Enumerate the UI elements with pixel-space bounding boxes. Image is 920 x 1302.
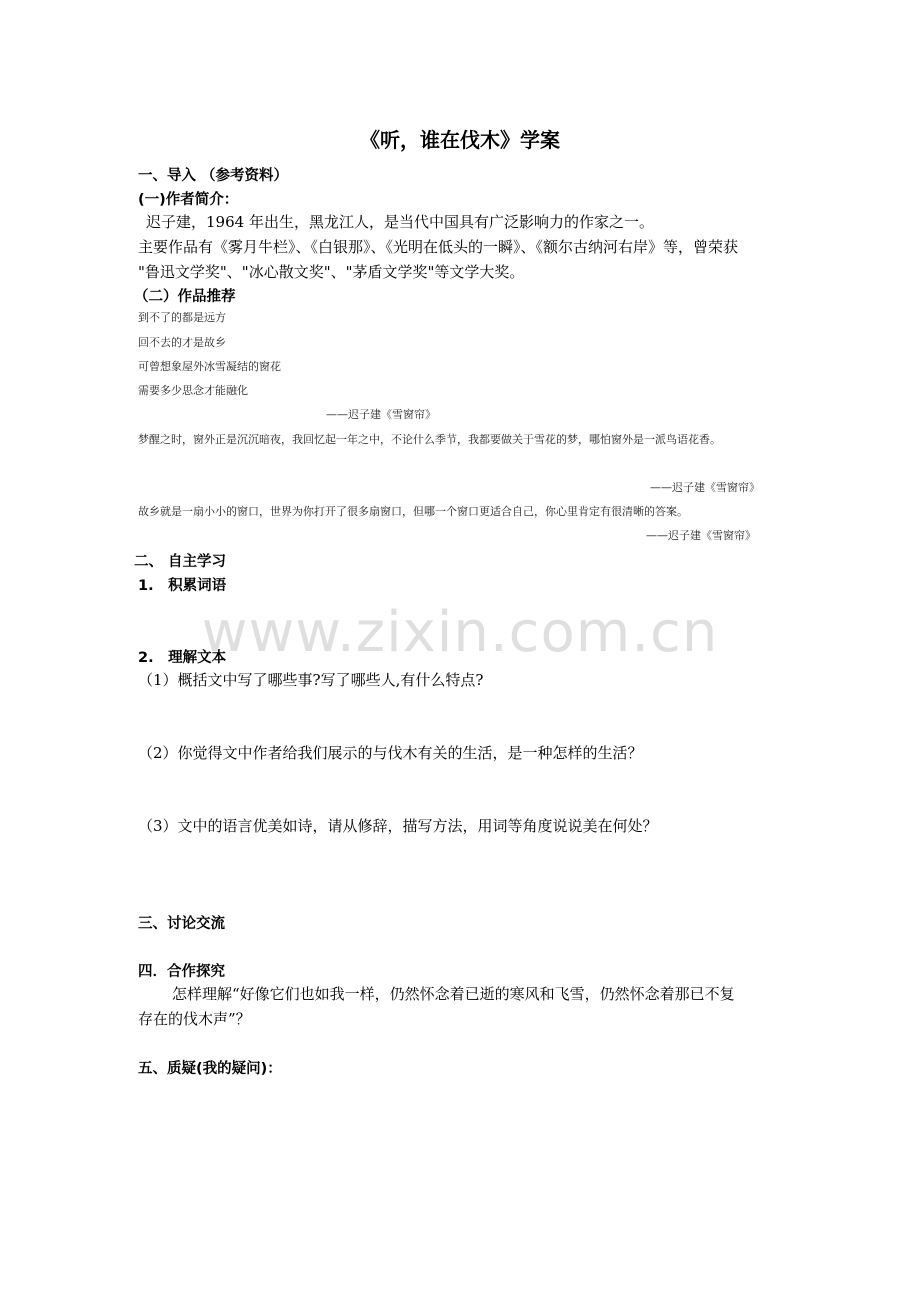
section-4-line-1: 怎样理解“好像它们也如我一样，仍然怀念着已逝的寒风和飞雪，仍然怀念着那已不复 [172,985,735,1003]
quote-1: 梦醒之时，窗外正是沉沉暗夜，我回忆起一年之中，不论什么季节，我都要做关于雪花的梦，哪怕窗外是一派鸟语花香。 [138,433,721,446]
item-accumulate-words: 1. 积累词语 [138,578,227,594]
poem-line: 回不去的才是故乡 [138,336,226,349]
author-bio-line-1: 迟子建，1964 年出生，黑龙江人，是当代中国具有广泛影响力的作家之一。 [146,213,654,231]
quote-1-source: ——迟子建《雪窗帘》 [650,481,760,494]
section-4-heading: 四．合作探究 [138,964,225,980]
section-1-heading: 一、导入 （参考资料） [138,168,289,184]
section-3-heading: 三、讨论交流 [138,916,225,932]
author-bio-line-3: "鲁迅文学奖"、"冰心散文奖"、"茅盾文学奖"等文学大奖。 [138,263,525,281]
watermark: www.zixin.com.cn [201,600,719,665]
question-3: （3）文中的语言优美如诗，请从修辞，描写方法，用词等角度说说美在何处？ [138,817,658,835]
author-intro-heading: (一)作者简介： [138,192,239,208]
section-5-heading: 五、质疑(我的疑问)： [138,1061,282,1077]
question-2: （2）你觉得文中作者给我们展示的与伐木有关的生活，是一种怎样的生活？ [138,744,643,762]
question-1: （1）概括文中写了哪些事?写了哪些人,有什么特点? [138,671,484,689]
works-recommend-heading: （二）作品推荐 [134,289,236,305]
quote-2-source: ——迟子建《雪窗帘》 [646,529,756,542]
item-understand-text: 2. 理解文本 [138,650,227,666]
author-bio-line-2: 主要作品有《雾月牛栏》、《白银那》、《光明在低头的一瞬》、《额尔古纳河右岸》等，曾荣获 [138,238,739,256]
poem-line: 到不了的都是远方 [138,311,226,324]
quote-2: 故乡就是一扇小小的窗口，世界为你打开了很多扇窗口，但哪一个窗口更适合自己，你心里肯定有很清晰的答案。 [138,505,688,518]
poem-source: ——迟子建《雪窗帘》 [326,408,436,421]
section-4-line-2: 存在的伐木声”？ [138,1010,251,1028]
section-2-heading: 二、 自主学习 [134,554,227,570]
poem-line: 需要多少思念才能融化 [138,384,248,397]
poem-line: 可曾想象屋外冰雪凝结的窗花 [138,360,281,373]
page-title: 《听，谁在伐木》学案 [360,128,560,152]
